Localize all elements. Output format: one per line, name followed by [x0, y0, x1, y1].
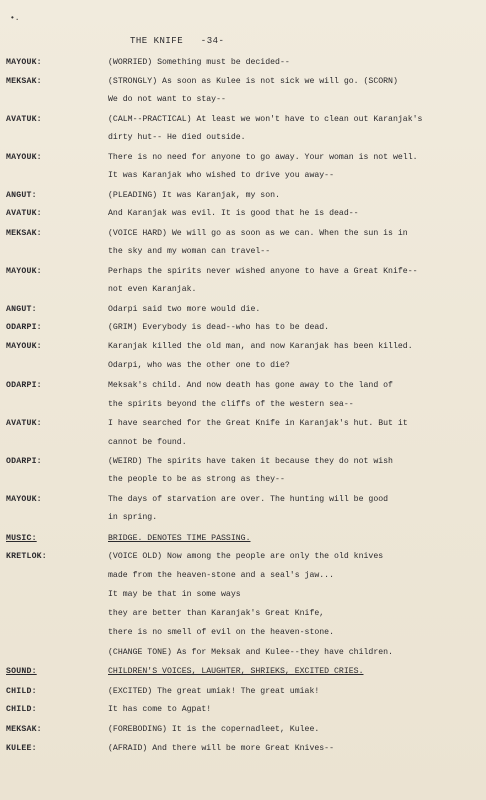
dialogue-text: Karanjak killed the old man, and now Karanjak has been killed. [108, 342, 413, 351]
dialogue-text: It was Karanjak who wished to drive you away-- [108, 171, 335, 180]
script-line [0, 132, 486, 144]
script-line [0, 704, 486, 716]
script-line [0, 208, 486, 220]
dialogue-text: not even Karanjak. [108, 285, 197, 294]
script-line [0, 533, 486, 545]
speaker-name: MAYOUK: [6, 342, 42, 351]
dialogue-text: (CHANGE TONE) As for Meksak and Kulee--they have children. [108, 648, 393, 657]
dialogue-text: (PLEADING) It was Karanjak, my son. [108, 191, 280, 200]
script-line [0, 437, 486, 449]
dialogue-text: they are better than Karanjak's Great Knife, [108, 609, 325, 618]
script-line [0, 266, 486, 278]
script-line [0, 380, 486, 392]
script-line [0, 94, 486, 106]
dialogue-text: cannot be found. [108, 438, 187, 447]
speaker-name: MAYOUK: [6, 495, 42, 504]
script-line [0, 494, 486, 506]
speaker-name: KRETLOK: [6, 552, 47, 561]
script-line [0, 284, 486, 296]
script-line [0, 724, 486, 736]
dialogue-text: made from the heaven-stone and a seal's jaw... [108, 571, 335, 580]
dialogue-text: There is no need for anyone to go away. Your woman is not well. [108, 153, 418, 162]
script-line [0, 360, 486, 372]
dialogue-text: The days of starvation are over. The hunting will be good [108, 495, 389, 504]
dialogue-text: Odarpi said two more would die. [108, 305, 261, 314]
dialogue-text: (WEIRD) The spirits have taken it because they do not wish [108, 457, 393, 466]
script-line [0, 114, 486, 126]
dialogue-text: the sky and my woman can travel-- [108, 247, 271, 256]
speaker-name: MEKSAK: [6, 229, 42, 238]
dialogue-text: It has come to Agpat! [108, 705, 212, 714]
dialogue-text: And Karanjak was evil. It is good that he is dead-- [108, 209, 359, 218]
speaker-name: MAYOUK: [6, 153, 42, 162]
script-line [0, 647, 486, 659]
script-line [0, 666, 486, 678]
cue-label: SOUND: [6, 667, 37, 676]
script-line [0, 246, 486, 258]
script-line [0, 551, 486, 563]
script-line [0, 57, 486, 69]
dialogue-text: (GRIM) Everybody is dead--who has to be dead. [108, 323, 330, 332]
script-line [0, 570, 486, 582]
script-line [0, 743, 486, 755]
dialogue-text: We do not want to stay-- [108, 95, 226, 104]
speaker-name: ANGUT: [6, 305, 37, 314]
dialogue-text: I have searched for the Great Knife in Karanjak's hut. But it [108, 419, 408, 428]
speaker-name: MEKSAK: [6, 77, 42, 86]
dialogue-text: (AFRAID) And there will be more Great Knives-- [108, 744, 335, 753]
speaker-name: ODARPI: [6, 323, 42, 332]
script-line [0, 474, 486, 486]
cue-label: MUSIC: [6, 534, 37, 543]
script-line [0, 322, 486, 334]
dialogue-text: Odarpi, who was the other one to die? [108, 361, 290, 370]
dialogue-text: It may be that in some ways [108, 590, 241, 599]
speaker-name: MEKSAK: [6, 725, 42, 734]
speaker-name: ODARPI: [6, 381, 42, 390]
page-header: THE KNIFE -34- [130, 36, 225, 46]
speaker-name: AVATUK: [6, 115, 42, 124]
dialogue-text: the spirits beyond the cliffs of the western sea-- [108, 400, 354, 409]
script-line [0, 170, 486, 182]
script-line [0, 608, 486, 620]
speaker-name: ANGUT: [6, 191, 37, 200]
script-line [0, 152, 486, 164]
dialogue-text: (WORRIED) Something must be decided-- [108, 58, 290, 67]
cue-text: CHILDREN'S VOICES, LAUGHTER, SHRIEKS, EXCITED CRIES. [108, 667, 364, 676]
dialogue-text: dirty hut-- He died outside. [108, 133, 246, 142]
script-line [0, 190, 486, 202]
dialogue-text: Meksak's child. And now death has gone away to the land of [108, 381, 393, 390]
script-line [0, 304, 486, 316]
dialogue-text: there is no smell of evil on the heaven-stone. [108, 628, 335, 637]
dialogue-text: (STRONGLY) As soon as Kulee is not sick we will go. (SCORN) [108, 77, 398, 86]
dialogue-text: (VOICE HARD) We will go as soon as we can. When the sun is in [108, 229, 408, 238]
script-line [0, 512, 486, 524]
speaker-name: CHILD: [6, 687, 37, 696]
cue-text: BRIDGE. DENOTES TIME PASSING. [108, 534, 251, 543]
page-mark: •. [10, 14, 20, 23]
dialogue-text: (EXCITED) The great umiak! The great umiak! [108, 687, 320, 696]
script-line [0, 589, 486, 601]
dialogue-text: Perhaps the spirits never wished anyone to have a Great Knife-- [108, 267, 418, 276]
speaker-name: ODARPI: [6, 457, 42, 466]
script-line [0, 456, 486, 468]
script-line [0, 76, 486, 88]
speaker-name: MAYOUK: [6, 267, 42, 276]
script-line [0, 341, 486, 353]
speaker-name: KULEE: [6, 744, 37, 753]
script-line [0, 418, 486, 430]
dialogue-text: (CALM--PRACTICAL) At least we won't have to clean out Karanjak's [108, 115, 423, 124]
dialogue-text: in spring. [108, 513, 158, 522]
script-line [0, 627, 486, 639]
dialogue-text: (VOICE OLD) Now among the people are only the old knives [108, 552, 384, 561]
dialogue-text: (FOREBODING) It is the copernadleet, Kulee. [108, 725, 320, 734]
speaker-name: CHILD: [6, 705, 37, 714]
speaker-name: AVATUK: [6, 419, 42, 428]
speaker-name: AVATUK: [6, 209, 42, 218]
script-line [0, 399, 486, 411]
dialogue-text: the people to be as strong as they-- [108, 475, 285, 484]
script-line [0, 228, 486, 240]
script-line [0, 686, 486, 698]
speaker-name: MAYOUK: [6, 58, 42, 67]
